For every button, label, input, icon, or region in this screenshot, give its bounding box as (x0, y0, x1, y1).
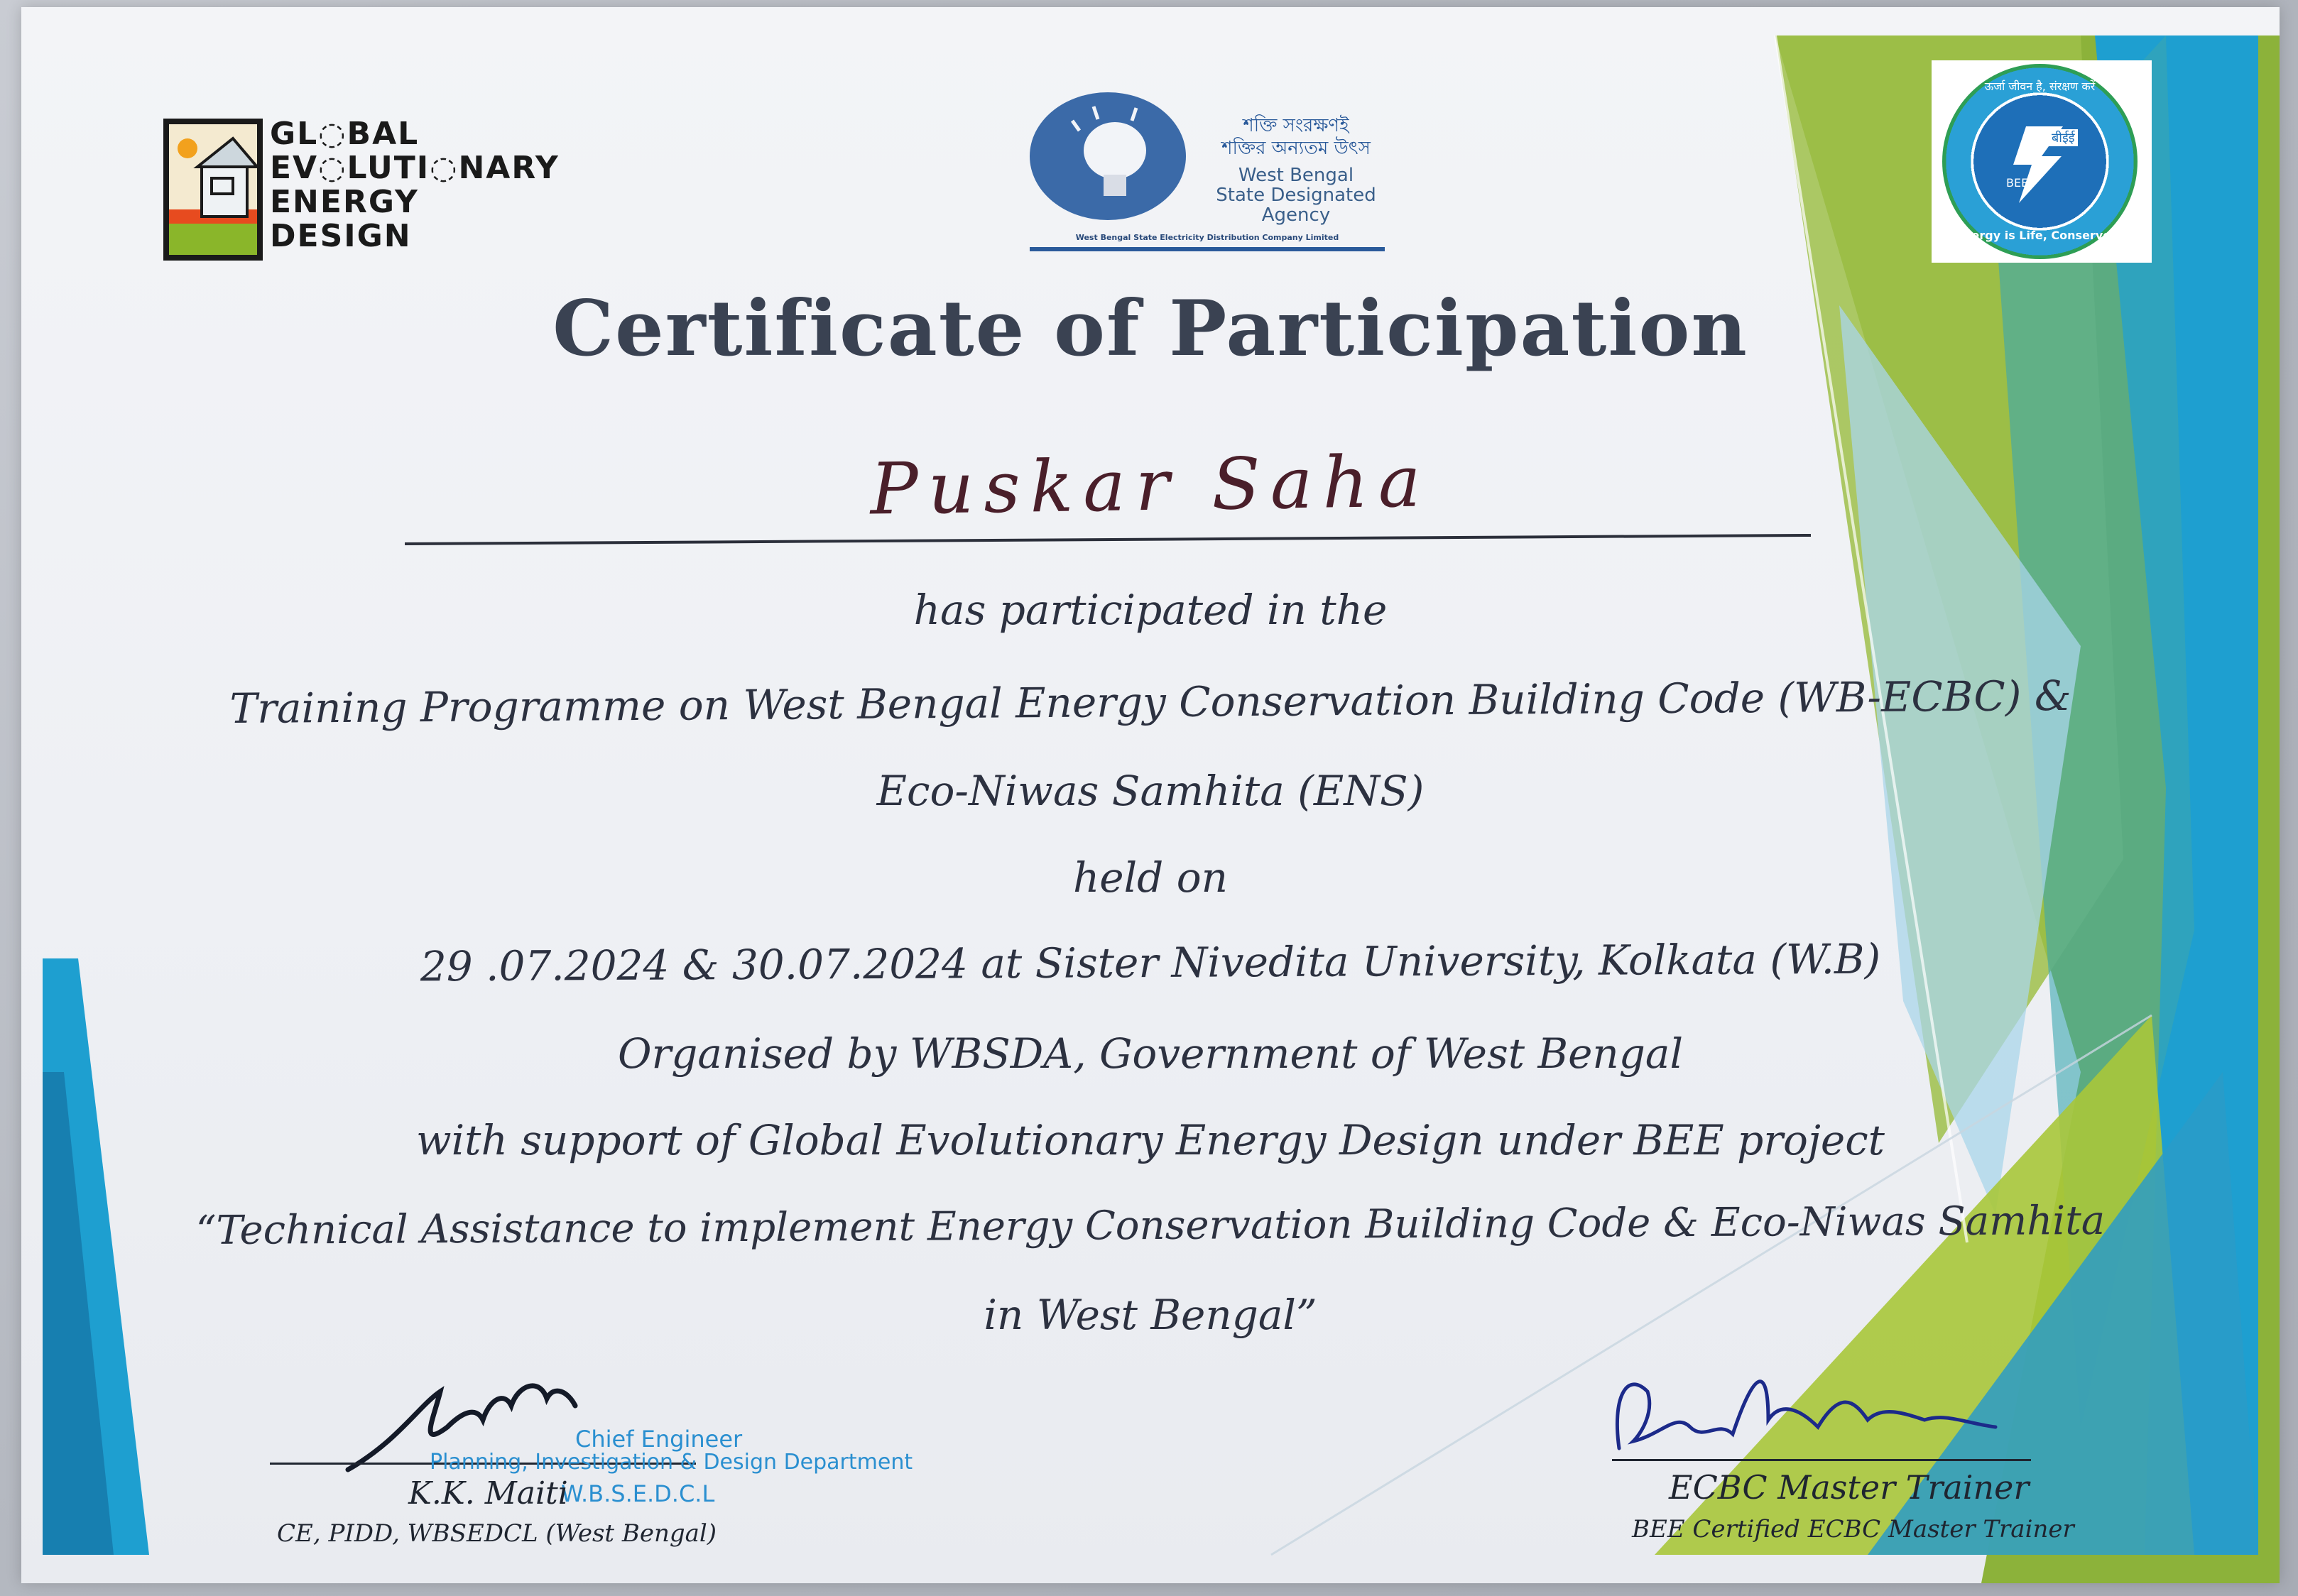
programme-line: Training Programme on West Bengal Energy Conservation Building Code (WB-ECBC) & (229, 671, 2071, 733)
geed-house-icon (163, 119, 263, 261)
right-signature-line (1612, 1459, 2031, 1461)
left-signatory-designation: CE, PIDD, WBSEDCL (West Bengal) (277, 1519, 717, 1548)
project-end-line: in West Bengal” (984, 1291, 1317, 1339)
geed-logo-line4: DESIGN (270, 218, 412, 254)
participated-line: has participated in the (913, 586, 1388, 634)
stamp-title: Chief Engineer (575, 1426, 743, 1453)
certificate-paper (21, 7, 2280, 1583)
bee-top-text: ऊर्जा जीवन है, संरक्षण करें (1984, 80, 2096, 93)
left-signatory-name: K.K. Maiti (408, 1475, 568, 1512)
wbsda-footer: West Bengal State Electricity Distribution Company Limited (1075, 233, 1339, 242)
project-line: “Technical Assistance to implement Energy Conservation Building Code & Eco-Niwas Samhita (195, 1197, 2106, 1255)
stamp-department: Planning, Investigation & Design Department (430, 1450, 913, 1475)
held-on-line: held on (1072, 853, 1229, 902)
wbsda-english-line3: Agency (1261, 204, 1331, 226)
ens-line: Eco-Niwas Samhita (ENS) (876, 767, 1425, 815)
organised-line: Organised by WBSDA, Government of West Bengal (617, 1029, 1684, 1078)
wbsda-underline (1030, 247, 1385, 251)
wbsda-bengali-line1: শক্তি সংরক্ষণই (1243, 115, 1349, 136)
wbsda-logo (1015, 85, 1399, 263)
bee-center-text: बीईई (2049, 129, 2078, 146)
right-signature (1598, 1356, 2010, 1463)
dates-venue-line: 29 .07.2024 & 30.07.2024 at Sister Nivedita University, Kolkata (W.B) (420, 934, 1881, 991)
wbsda-bengali-line2: শক্তির অন্যতম উৎস (1221, 138, 1371, 159)
participant-name: Puskar Saha (869, 439, 1432, 531)
geed-logo-line1: GL◌BAL (270, 116, 420, 152)
right-signatory-designation: BEE Certified ECBC Master Trainer (1632, 1515, 2074, 1543)
bee-logo (1932, 60, 2152, 263)
bee-emblem-icon (1942, 64, 2138, 259)
geed-logo-line3: ENERGY (270, 184, 419, 220)
right-signatory-role: ECBC Master Trainer (1669, 1468, 2030, 1507)
support-line: with support of Global Evolutionary Energy Design under BEE project (415, 1116, 1885, 1164)
geed-logo-line2: EV◌LUTI◌NARY (270, 150, 560, 186)
geed-logo (163, 110, 660, 266)
bee-label: BEE (2006, 176, 2029, 190)
stamp-org: W.B.S.E.D.C.L (561, 1480, 715, 1507)
certificate-title: Certificate of Participation (552, 284, 1748, 373)
bee-bottom-text: Energy is Life, Conserve it (1956, 229, 2124, 242)
wbsda-english-line2: State Designated (1216, 185, 1376, 206)
bulb-icon (1030, 92, 1186, 220)
wbsda-english-line1: West Bengal (1238, 165, 1354, 186)
